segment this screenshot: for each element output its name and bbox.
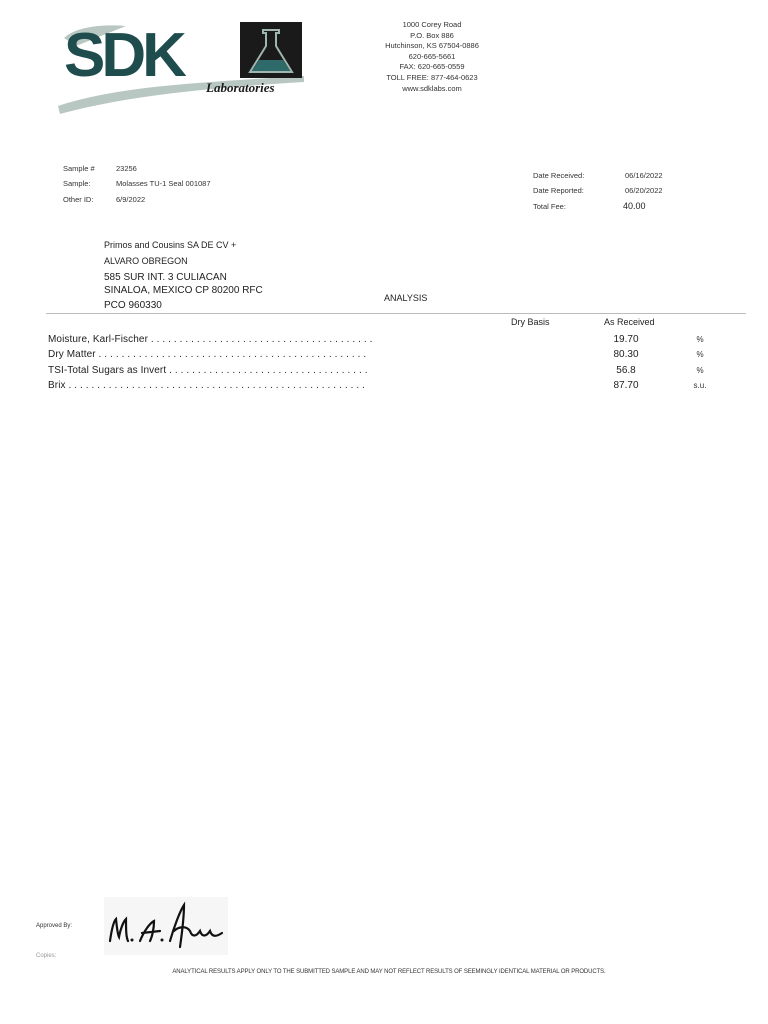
lab-address-block [362,20,502,94]
column-dry-basis: Dry Basis [511,317,550,327]
analysis-row-value: 56.8 [616,365,636,376]
client-line-4: SINALOA, MEXICO CP 80200 RFC [104,285,263,296]
analysis-row-unit: s.u. [693,381,707,390]
disclaimer-text: ANALYTICAL RESULTS APPLY ONLY TO THE SUBMITTED SAMPLE AND MAY NOT REFLECT RESULTS OF SEEMINGLY IDENTICAL MATERIAL OR PRODUCTS. [172,969,606,975]
sample-value: Molasses TU-1 Seal 001087 [116,179,211,188]
analysis-row-label: Dry Matter . . . . . . . . . . . . . . . . . . . . . . . . . . . . . . . . . . . . . . . . . . . . . . . [48,349,367,360]
analysis-row-label: Brix . . . . . . . . . . . . . . . . . . . . . . . . . . . . . . . . . . . . . . . . . . . . . . . . . . . . [48,380,365,391]
client-line-1: Primos and Cousins SA DE CV + [104,240,237,250]
logo-mark-text: SDK [64,21,183,90]
client-line-3: 585 SUR INT. 3 CULIACAN [104,272,227,283]
date-reported-label: Date Reported: [533,186,584,195]
total-fee-value: 40.00 [623,201,646,211]
copies-label: Copies: [36,953,57,959]
other-id-value: 6/9/2022 [116,195,146,204]
analysis-row-unit: % [696,366,704,375]
address-toll-free: TOLL FREE: 877-464-0623 [386,72,478,82]
sample-number-value: 23256 [116,164,137,173]
client-line-2: ALVARO OBREGON [104,256,188,266]
address-fax: FAX: 620-665-0559 [399,62,465,72]
date-reported-value: 06/20/2022 [625,186,663,195]
column-as-received: As Received [604,317,655,327]
logo-subtitle: Laboratories [206,80,275,95]
analysis-row-value: 80.30 [613,349,639,360]
address-website: www.sdklabs.com [402,83,462,93]
client-line-5: PCO 960330 [104,300,162,311]
date-received-value: 06/16/2022 [625,171,663,180]
header-rule [46,313,746,314]
analysis-row-unit: % [696,335,704,344]
other-id-label: Other ID: [63,195,94,204]
sample-number-label: Sample # [63,164,95,173]
analysis-row-label: Moisture, Karl-Fischer . . . . . . . . . . . . . . . . . . . . . . . . . . . . . . . . . . . . . . . [48,334,373,345]
signature-image [104,897,228,955]
analysis-row-label: TSI-Total Sugars as Invert . . . . . . . . . . . . . . . . . . . . . . . . . . . . . . . . . . . [48,365,368,376]
approved-by-label: Approved By: [36,923,73,929]
analysis-row-value: 19.70 [613,334,639,345]
date-received-label: Date Received: [533,171,585,180]
analysis-heading: ANALYSIS [384,293,428,303]
address-po-box: P.O. Box 886 [410,30,454,40]
total-fee-label: Total Fee: [533,202,566,211]
address-street: 1000 Corey Road [402,20,462,29]
analysis-row-value: 87.70 [613,380,639,391]
address-phone: 620-665-5661 [408,51,456,61]
sample-label: Sample: [63,179,91,188]
sdk-laboratories-logo [56,16,306,114]
analysis-row-unit: % [696,350,704,359]
address-city: Hutchinson, KS 67504-0886 [385,41,479,51]
